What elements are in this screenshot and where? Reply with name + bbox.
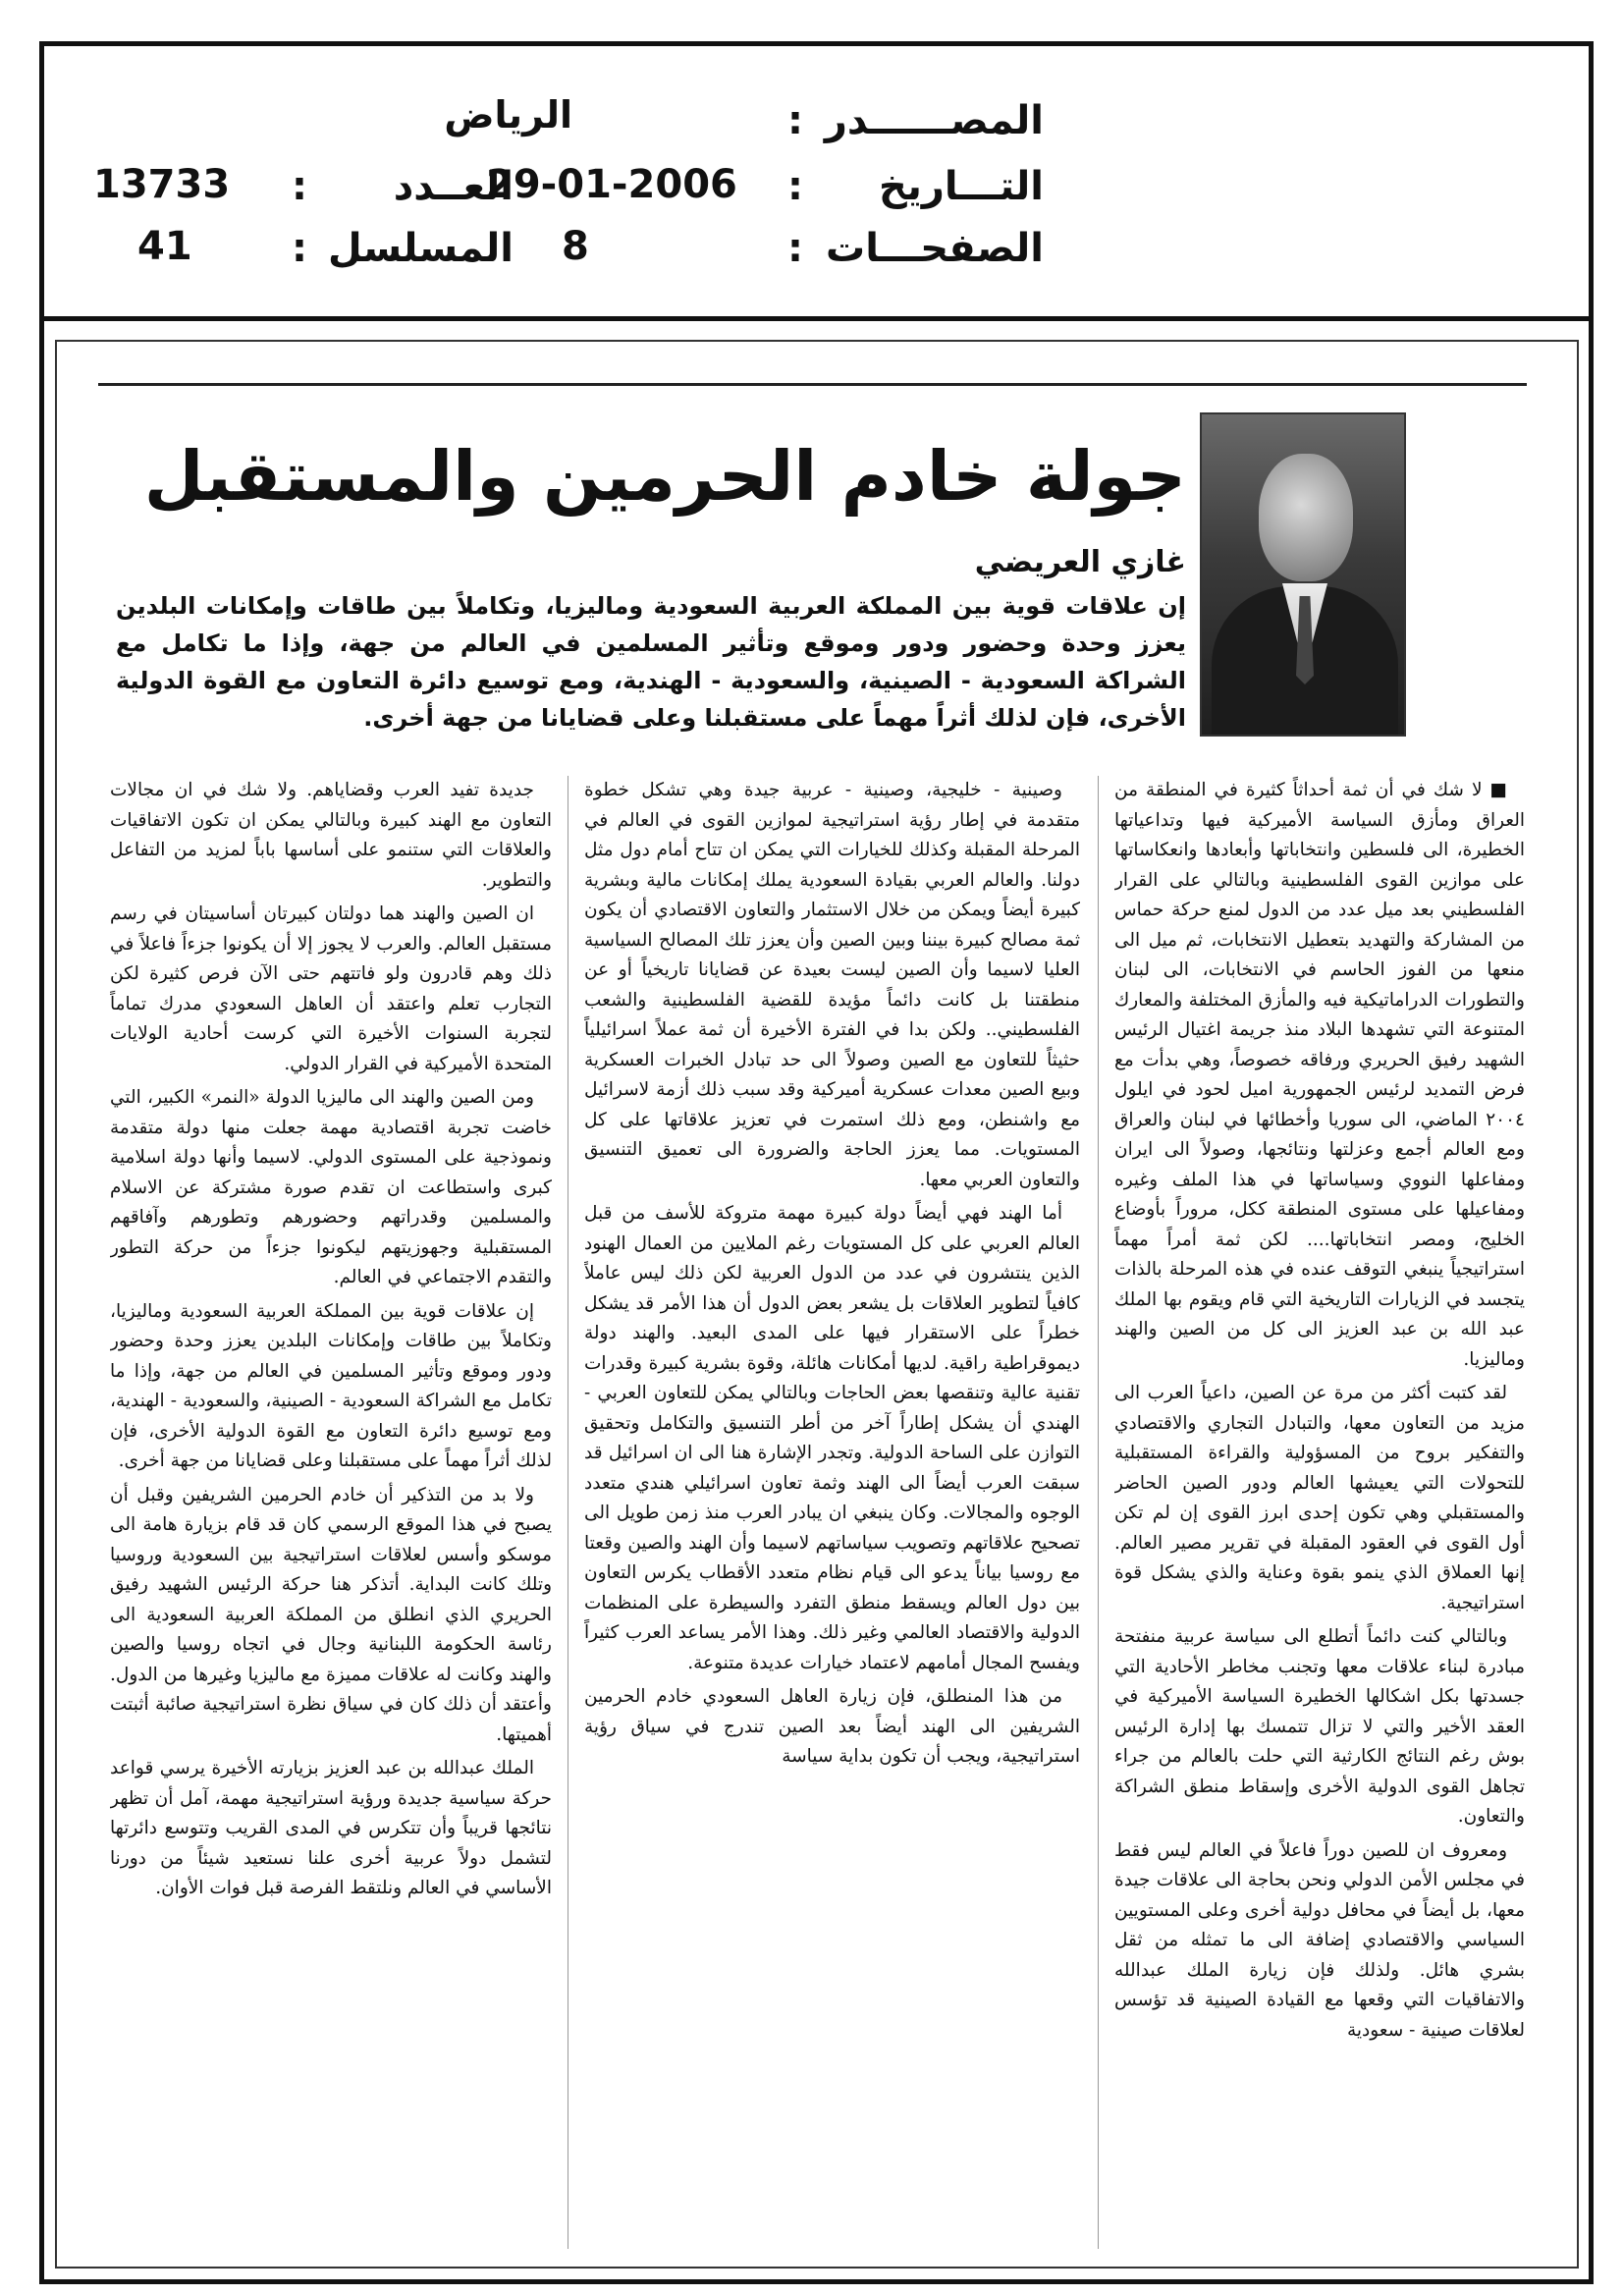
column-1-paragraph: لقد كتبت أكثر من مرة عن الصين، داعياً العرب الى مزيد من التعاون معها، والتبادل التجاري والاقتصادي والتفكير بروح من المسؤولية والقراءة المستقبلية للتحولات التي يعيشها العالم ودور الصين الحاضر والمستقبلي وهي تكون إحدى ابرز القوى إن لم تكن أول القوى في العقود المقبلة في تقرير مصير العالم. إنها العملاق الذي ينمو بقوة وعناية والذي يشكل قوة استراتيجية. [1114,1383,1525,1613]
column-2-paragraph: أما الهند فهي أيضاً دولة كبيرة مهمة متروكة للأسف من قبل العالم العربي على كل المستويات رغم الملايين من العمال الهنود الذين ينتشرون في عدد من الدول العربية لكن ذلك ليس عاملاً كافياً لتطوير العلاقات بل يشعر بعض الدول أن هذا الأمر قد يشكل خطراً على الاستقرار فيها على المدى البعيد. والهند دولة ديموقراطية راقية. لديها أمكانات هائلة، وقوة بشرية كبيرة وقدرات تقنية عالية وتنقصها بعض الحاجات وبالتالي يمكن للتعاون العربي - الهندي أن يشكل إطاراً آخر من أطر التنسيق والتكامل وتحقيق التوازن على الساحة الدولية. وتجدر الإشارة هنا الى ان اسرائيل قد سبقت العرب أيضاً الى الهند وثمة تعاون اسرائيلي هندي متعدد الوجوه والمجالات. وكان ينبغي ان يبادر العرب منذ زمن طويل الى تصحيح علاقاتهم وتصويب سياساتهم لاسيما وأن الهند والصين وقعتا مع روسيا بياناً يدعو الى قيام نظام متعدد الأقطاب يكرس التعاون بين دول العالم ويسقط منطق التفرد والسيطرة على المنظمات الدولية والاقتصاد العالمي وغير ذلك. وهذا الأمر يساعد العرب كثيراً ويفسح المجال أمامهم لاعتماد خيارات عديدة متنوعة. [584,1203,1080,1673]
issue-separator: : [292,164,307,209]
column-1-paragraph: ومعروف ان للصين دوراً فاعلاً في العالم ليس فقط في مجلس الأمن الدولي ونحن بحاجة الى علاقات جيدة معها، بل أيضاً في محافل دولية أخرى وعلى المستويين السياسي والاقتصادي إضافة الى ما تمثله من ثقل بشري هائل. ولذلك فإن زيارة الملك عبدالله والاتفاقيات التي وقعها مع القيادة الصينية قد تؤسس لعلاقات صينية - سعودية [1114,1839,1525,2041]
pages-label: الصفحـــات [826,226,1044,271]
column-2-paragraph: من هذا المنطلق، فإن زيارة العاهل السعودي خادم الحرمين الشريفين الى الهند أيضاً بعد الصين تندرج في سياق رؤية استراتيجية، ويجب أن تكون بداية سياسة [584,1686,1080,1767]
issue-label: العــدد [393,164,514,209]
serial-label: المسلسل [328,226,514,271]
column-divider [1098,776,1099,2249]
article-column-1 [1114,776,1525,2249]
article-headline: جولة خادم الحرمين والمستقبل [143,436,1186,517]
header-divider [39,316,1594,321]
date-label: التـــاريخ [879,164,1044,209]
column-3-paragraph: الملك عبدالله بن عبد العزيز بزيارته الأخيرة يرسي قواعد حركة سياسية جديدة ورؤية استراتيجية مهمة، آمل أن تظهر نتائجها قريباً وأن تتكرس في المدى القريب وتتوسع دائرتها لتشمل دولاً عربية أخرى علنا نستعيد شيئاً من دورنا الأساسي في العالم ونلتقط الفرصة قبل فوات الأوان. [110,1758,552,1898]
article-column-3 [110,776,552,2249]
source-value: الرياض [444,93,572,137]
source-separator: : [787,98,803,143]
article-column-2 [584,776,1080,2249]
column-1-paragraph: وبالتالي كنت دائماً أتطلع الى سياسة عربية منفتحة مبادرة لبناء علاقات معها وتجنب مخاطر الأحادية التي جسدتها بكل اشكالها الخطيرة السياسة الأميركية في العقد الأخير والتي لا تزال تتمسك بها إدارة الرئيس بوش رغم النتائج الكارثية التي حلت بالعالم من جراء تجاهل القوى الدولية الأخرى وإسقاط منطق الشراكة والتعاون. [1114,1626,1525,1827]
source-label: المصــــــدر [824,98,1044,143]
issue-value: 13733 [93,162,231,207]
serial-value: 41 [137,224,192,269]
date-value: 29-01-2006 [486,162,737,207]
column-1-paragraph: ■ لا شك في أن ثمة أحداثاً كثيرة في المنطقة من العراق ومأزق السياسة الأميركية فيها وتداعياتها الخطيرة، الى فلسطين وانتخاباتها وأبعادها وانعكاساتها على موازين القوى الفلسطينية وبالتالي على القرار الفلسطيني بعد ميل عدد من الدول لمنع حركة حماس من المشاركة والتهديد بتعطيل الانتخابات، ثم ميل الى منعها من الفوز الحاسم في الانتخابات، الى لبنان والتطورات الدراماتيكية فيه والمأزق المختلفة والمعارك المتنوعة التي تشهدها البلاد منذ جريمة اغتيال الرئيس الشهيد رفيق الحريري ورفاقه خصوصاً، وهي بدأت مع فرض التمديد لرئيس الجمهورية اميل لحود في ايلول ٢٠٠٤ الماضي، الى سوريا وأخطائها في لبنان والعراق ومع العالم أجمع وعزلتها ونتائجها، وصولاً الى ايران ومفاعلها النووي وسياساتها في هذا الملف وغيره ومفاعيلها على مستوى المنطقة ككل، مروراً بأوضاع الخليج، ومصر انتخاباتها.... لكن ثمة أمراً مهماً استراتيجياً ينبغي التوقف عنده في هذه المرحلة بالذات يتجسد في الزيارات التاريخية التي قام ويقوم بها الملك عبد الله بن عبد العزيز الى كل من الصين والهند وماليزيا. [1114,780,1525,1370]
column-2-paragraph: وصينية - خليجية، وصينية - عربية جيدة وهي تشكل خطوة متقدمة في إطار رؤية استراتيجية لموازين القوى في العالم في المرحلة المقبلة وكذلك للخيارات التي يمكن ان تتاح أمام دول مثل دولنا. والعالم العربي بقيادة السعودية يملك إمكانات مالية وبشرية كبيرة أيضاً ويمكن من خلال الاستثمار والتعاون الاقتصادي أن يكون ثمة مصالح كبيرة بيننا وبين الصين وأن يعزز تلك المصالح السياسية العليا لاسيما وأن الصين ليست بعيدة عن قضايانا تاريخياً أو عن منطقتنا بل كانت دائماً مؤيدة للقضية الفلسطينية والشعب الفلسطيني.. ولكن بدا في الفترة الأخيرة أن ثمة عملاً اسرائيلياً حثيثاً للتعاون مع الصين وصولاً الى حد تبادل الخبرات العسكرية وبيع الصين معدات عسكرية أميركية وقد سبب ذلك أزمة لاسرائيل مع واشنطن، ومع ذلك استمرت في تعزيز علاقاتها على كل المستويات. مما يعزز الحاجة والضرورة الى تعميق التنسيق والتعاون العربي معها. [584,780,1080,1190]
pages-value: 8 [562,224,589,269]
column-3-paragraph: إن علاقات قوية بين المملكة العربية السعودية وماليزيا، وتكاملاً بين طاقات وإمكانات البلدين يعزز وحدة وحضور ودور وموقع وتأثير المسلمين في العالم من جهة، وإذا ما تكامل مع الشراكة السعودية - الصينية، والسعودية - الهندية، ومع توسيع دائرة التعاون مع القوة الدولية الأخرى، فإن لذلك أثراً مهماً على مستقبلنا وعلى قضايانا من جهة أخرى. [110,1300,552,1471]
column-3-paragraph: ان الصين والهند هما دولتان كبيرتان أساسيتان في رسم مستقبل العالم. والعرب لا يجوز إلا أن يكونوا جزءاً فاعلاً في ذلك وهم قادرون ولو فاتتهم حتى الآن فرص كثيرة لكن التجارب تعلم واعتقد أن العاهل السعودي مدرك تماماً لتجربة السنوات الأخيرة التي كرست أحادية الولايات المتحدة الأميركية في القرار الدولي. [110,903,552,1074]
author-photo [1200,412,1406,737]
pages-separator: : [787,226,803,271]
column-3-paragraph: جديدة تفيد العرب وقضاياهم. ولا شك في ان مجالات التعاون مع الهند كبيرة وبالتالي يمكن ان تكون الاتفاقيات والعلاقات التي ستنمو على أساسها باباً لمزيد من التفاعل والتطوير. [110,780,552,891]
serial-separator: : [292,226,307,271]
column-3-paragraph: ولا بد من التذكير أن خادم الحرمين الشريفين وقبل أن يصبح في هذا الموقع الرسمي كان قد قام بزيارة هامة الى موسكو وأسس لعلاقات استراتيجية بين السعودية وروسيا وتلك كانت البداية. أتذكر هنا حركة الرئيس الشهيد رفيق الحريري الذي انطلق من المملكة العربية السعودية الى رئاسة الحكومة اللبنانية وجال في اتجاه روسيا والصين والهند وكانت له علاقات مميزة مع ماليزيا وغيرها من الدول. وأعتقد أن ذلك كان في سياق نظرة استراتيجية صائبة أثبتت أهميتها. [110,1484,552,1745]
column-3-paragraph: ومن الصين والهند الى ماليزيا الدولة «النمر» الكبير، التي خاضت تجربة اقتصادية مهمة جعلت منها دولة متقدمة ونموذجية على المستوى الدولي. لاسيما وأنها دولة اسلامية كبرى واستطاعت ان تقدم صورة مشتركة عن الاسلام والمسلمين وقدراتهم وحضورهم وتطورهم وآفاقهم المستقبلية وجهوزيتهم ليكونوا جزءاً من حركة التطور والتقدم الاجتماعي في العالم. [110,1087,552,1287]
article-lead: إن علاقات قوية بين المملكة العربية السعودية وماليزيا، وتكاملاً بين طاقات وإمكانات البلدين يعزز وحدة وحضور ودور وموقع وتأثير المسلمين في العالم من جهة، وإذا ما تكامل مع الشراكة السعودية - الصينية، والسعودية - الهندية، ومع توسيع دائرة التعاون مع القوة الدولية الأخرى، فإن لذلك أثراً مهماً على مستقبلنا وعلى قضايانا من جهة أخرى. [116,592,1186,732]
article-top-rule [98,383,1527,386]
date-separator: : [787,164,803,209]
article-byline: غازي العريضي [974,545,1186,579]
